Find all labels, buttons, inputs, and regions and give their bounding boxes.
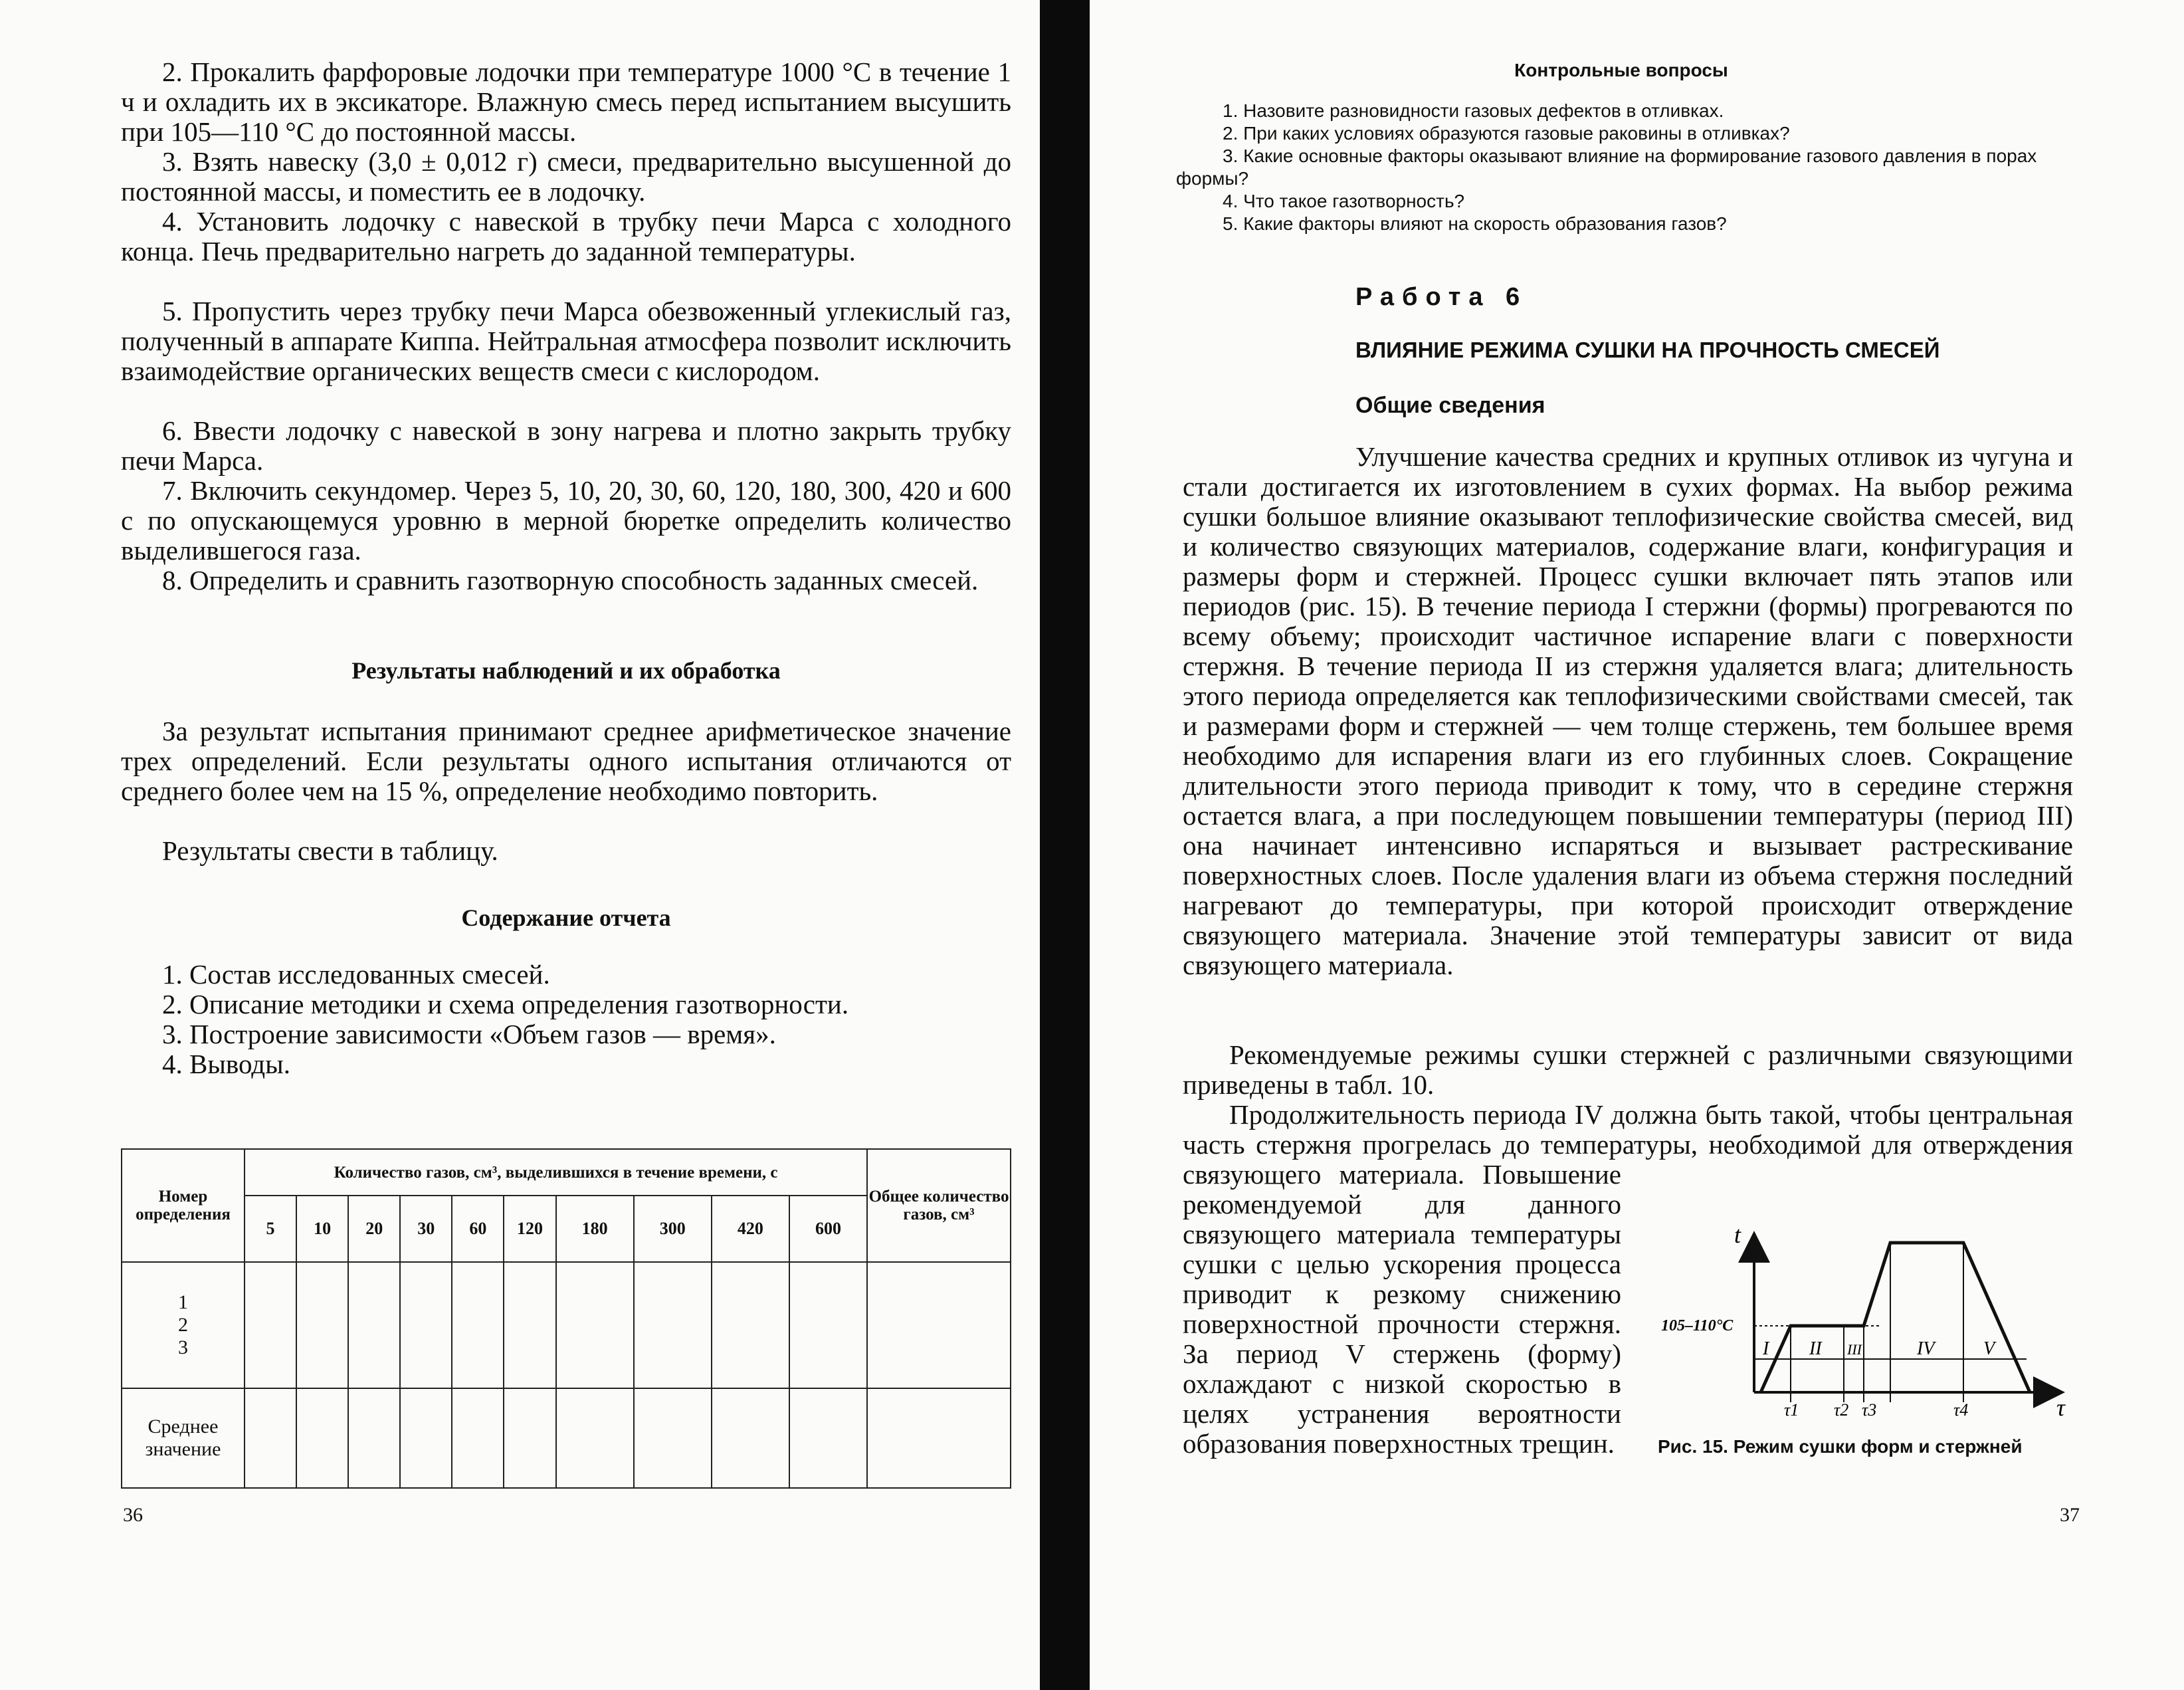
results-paragraph-1: За результат испытания принимают среднее арифметическое значение трех определений. Если результаты одного испытания отличаются от среднего более чем на 15 %, определение необходимо повторить.: [121, 716, 1011, 806]
paragraph-step-6: 6. Ввести лодочку с навеской в зону нагрева и плотно закрыть трубку печи Марса.: [121, 415, 1011, 476]
table-header-time-cell: 20: [348, 1196, 400, 1262]
period-label: IV: [1917, 1338, 1935, 1359]
table-header-number: Номер определения: [122, 1149, 245, 1262]
period-label: V: [1983, 1338, 1995, 1359]
drying-mode-figure: [1654, 1223, 2080, 1422]
question-item: 4. Что такое газотворность?: [1223, 191, 1465, 211]
question-item: 2. При каких условиях образуются газовые раковины в отливках?: [1223, 123, 1790, 144]
questions-list: [1176, 100, 2066, 235]
table-cell: [504, 1388, 555, 1488]
table-cell: [296, 1388, 348, 1488]
report-contents-list: [162, 960, 1013, 1079]
questions-heading: Контрольные вопросы: [1514, 60, 1728, 80]
work-title: ВЛИЯНИЕ РЕЖИМА СУШКИ НА ПРОЧНОСТЬ СМЕСЕЙ: [1355, 338, 1940, 362]
table-cell: [789, 1262, 867, 1388]
report-heading: Содержание отчета: [461, 904, 671, 931]
work-label: Работа 6: [1355, 283, 1528, 311]
table-cell: [789, 1388, 867, 1488]
question-item: 3. Какие основные факторы оказывают влияние на формирование газового давления в порах формы?: [1176, 146, 2037, 189]
table-cell: [867, 1262, 1011, 1388]
report-item: 3. Построение зависимости «Объем газов — время».: [162, 1019, 776, 1049]
row-number: 2: [177, 1314, 188, 1336]
time-mark: τ4: [1953, 1400, 1969, 1420]
row-number: 1: [177, 1291, 188, 1313]
table-header-time-cell: 120: [504, 1196, 555, 1262]
general-paragraph-2: Рекомендуемые режимы сушки стержней с различными связующими приведены в табл. 10.: [1183, 1039, 2073, 1100]
results-paragraph-2: Результаты свести в таблицу.: [162, 835, 498, 866]
table-cell: [556, 1262, 634, 1388]
paragraph-step-2: 2. Прокалить фарфоровые лодочки при температуре 1000 °С в течение 1 ч и охладить их в эксикаторе. Влажную смесь перед испытанием высушить при 105—110 °С до постоянной массы.: [121, 56, 1011, 147]
temp-level-label: 105–110°С: [1661, 1317, 1734, 1334]
table-cell: [867, 1388, 1011, 1488]
report-item: 2. Описание методики и схема определения газотворности.: [162, 989, 849, 1019]
book-spine: [1040, 0, 1090, 1690]
table-cell: [452, 1388, 504, 1488]
table-cell: [634, 1262, 712, 1388]
table-header-time-cell: 10: [296, 1196, 348, 1262]
time-mark: τ2: [1834, 1400, 1849, 1420]
table-header-time-cell: 300: [634, 1196, 712, 1262]
paragraph-step-3: 3. Взять навеску (3,0 ± 0,012 г) смеси, предварительно высушенной до постоянной массы, и поместить ее в лодочку.: [121, 146, 1011, 207]
y-axis-label: t: [1734, 1223, 1741, 1248]
table-header-time-cell: 30: [400, 1196, 452, 1262]
general-paragraph-1: Улучшение качества средних и крупных отливок из чугуна и стали достигается их изготовлением в сухих формах. На выбор режима сушки большое влияние оказывают теплофизические свойства смесей, вид и количество связующих материалов, содержание влаги, конфигурация и размеры форм и стержней. Процесс сушки включает пять этапов или периодов (рис. 15). В течение периода I стержни (формы) прогреваются по всему объему; происходит частичное испарение влаги с поверхности стержня. В течение периода II из стержня удаляется влага; длительность этого периода определяется как теплофизическими свойствами смесей, так и размерами форм и стержней — чем толще стержень, тем большее время необходимо для испарения влаги из его глубинных слоев. Сокращение длительности этого периода приводит к тому, что в середине стержня остается влага, а при последующем повышении температуры (период III) она начинает интенсивно испаряться и вызывает растрескивание поверхностных слоев. После удаления влаги из объема стержня последний нагревают до температуры, при которой происходит отверждение связующего материала. Значение этой температуры зависит от вида связующего материала.: [1183, 441, 2073, 980]
table-header-time-cell: 600: [789, 1196, 867, 1262]
table-cell: [296, 1262, 348, 1388]
table-header-time-cell: 420: [712, 1196, 789, 1262]
table-header-time-cell: 5: [245, 1196, 296, 1262]
table-cell: [400, 1388, 452, 1488]
table-row-average-label: Среднее значение: [122, 1388, 245, 1488]
table-cell: [634, 1388, 712, 1488]
table-row-numbers-cell: [122, 1262, 245, 1388]
table-cell: [712, 1388, 789, 1488]
page-number-right: 37: [2060, 1504, 2080, 1526]
table-cell: [245, 1388, 296, 1488]
row-number: 3: [177, 1336, 188, 1358]
results-heading: Результаты наблюдений и их обработка: [351, 657, 781, 684]
table-cell: [348, 1262, 400, 1388]
figure-caption: Рис. 15. Режим сушки форм и стержней: [1658, 1436, 2023, 1457]
table-header-time: Количество газов, см³, выделившихся в течение времени, с: [245, 1149, 867, 1196]
period-label: I: [1763, 1338, 1769, 1359]
table-cell: [712, 1262, 789, 1388]
table-header-time-cell: 60: [452, 1196, 504, 1262]
table-cell: [452, 1262, 504, 1388]
table-cell: [400, 1262, 452, 1388]
page-number-left: 36: [123, 1504, 143, 1526]
time-mark: τ1: [1784, 1400, 1799, 1420]
paragraph-step-8: 8. Определить и сравнить газотворную способность заданных смесей.: [162, 565, 979, 595]
period-label: II: [1809, 1338, 1822, 1359]
table-header-total: Общее количество газов, см³: [867, 1149, 1011, 1262]
paragraph-step-4: 4. Установить лодочку с навеской в трубку печи Марса с холодного конца. Печь предварительно нагреть до заданной температуры.: [121, 206, 1011, 266]
x-axis-label: τ: [2056, 1394, 2065, 1421]
time-mark: τ3: [1862, 1400, 1877, 1420]
question-item: 1. Назовите разновидности газовых дефектов в отливках.: [1223, 100, 1724, 121]
table-cell: [504, 1262, 555, 1388]
paragraph-step-5: 5. Пропустить через трубку печи Марса обезвоженный углекислый газ, полученный в аппарате Киппа. Нейтральная атмосфера позволит исключить взаимодействие органических веществ смеси с кислородом.: [121, 296, 1011, 386]
general-info-heading: Общие сведения: [1355, 393, 1545, 418]
table-row: [122, 1262, 1011, 1388]
table-cell: [348, 1388, 400, 1488]
table-header-time-cell: 180: [556, 1196, 634, 1262]
question-item: 5. Какие факторы влияют на скорость образования газов?: [1223, 213, 1727, 234]
table-row: [122, 1388, 1011, 1488]
table-cell: [556, 1388, 634, 1488]
paragraph-step-7: 7. Включить секундомер. Через 5, 10, 20, 30, 60, 120, 180, 300, 420 и 600 с по опускающемуся уровню в мерной бюретке определить количество выделившегося газа.: [121, 475, 1011, 566]
report-item: 4. Выводы.: [162, 1049, 290, 1079]
table-cell: [245, 1262, 296, 1388]
report-item: 1. Состав исследованных смесей.: [162, 959, 550, 990]
period-label: III: [1847, 1341, 1862, 1358]
results-table: [121, 1148, 1011, 1489]
general-paragraph-3: Продолжительность периода IV должна быть такой, чтобы центральная часть стержня прогрелась до температуры, необходимой для отверждения связующего материала. Повышение рекомендуемой для данного связующего материала температуры сушки с целью ускорения процесса приводит к резкому снижению поверхностной прочности стержня. За период V стержень (форму) охлаждают с низкой скоростью в целях устранения вероятности образования поверхностных трещин.: [1183, 1100, 2073, 1492]
